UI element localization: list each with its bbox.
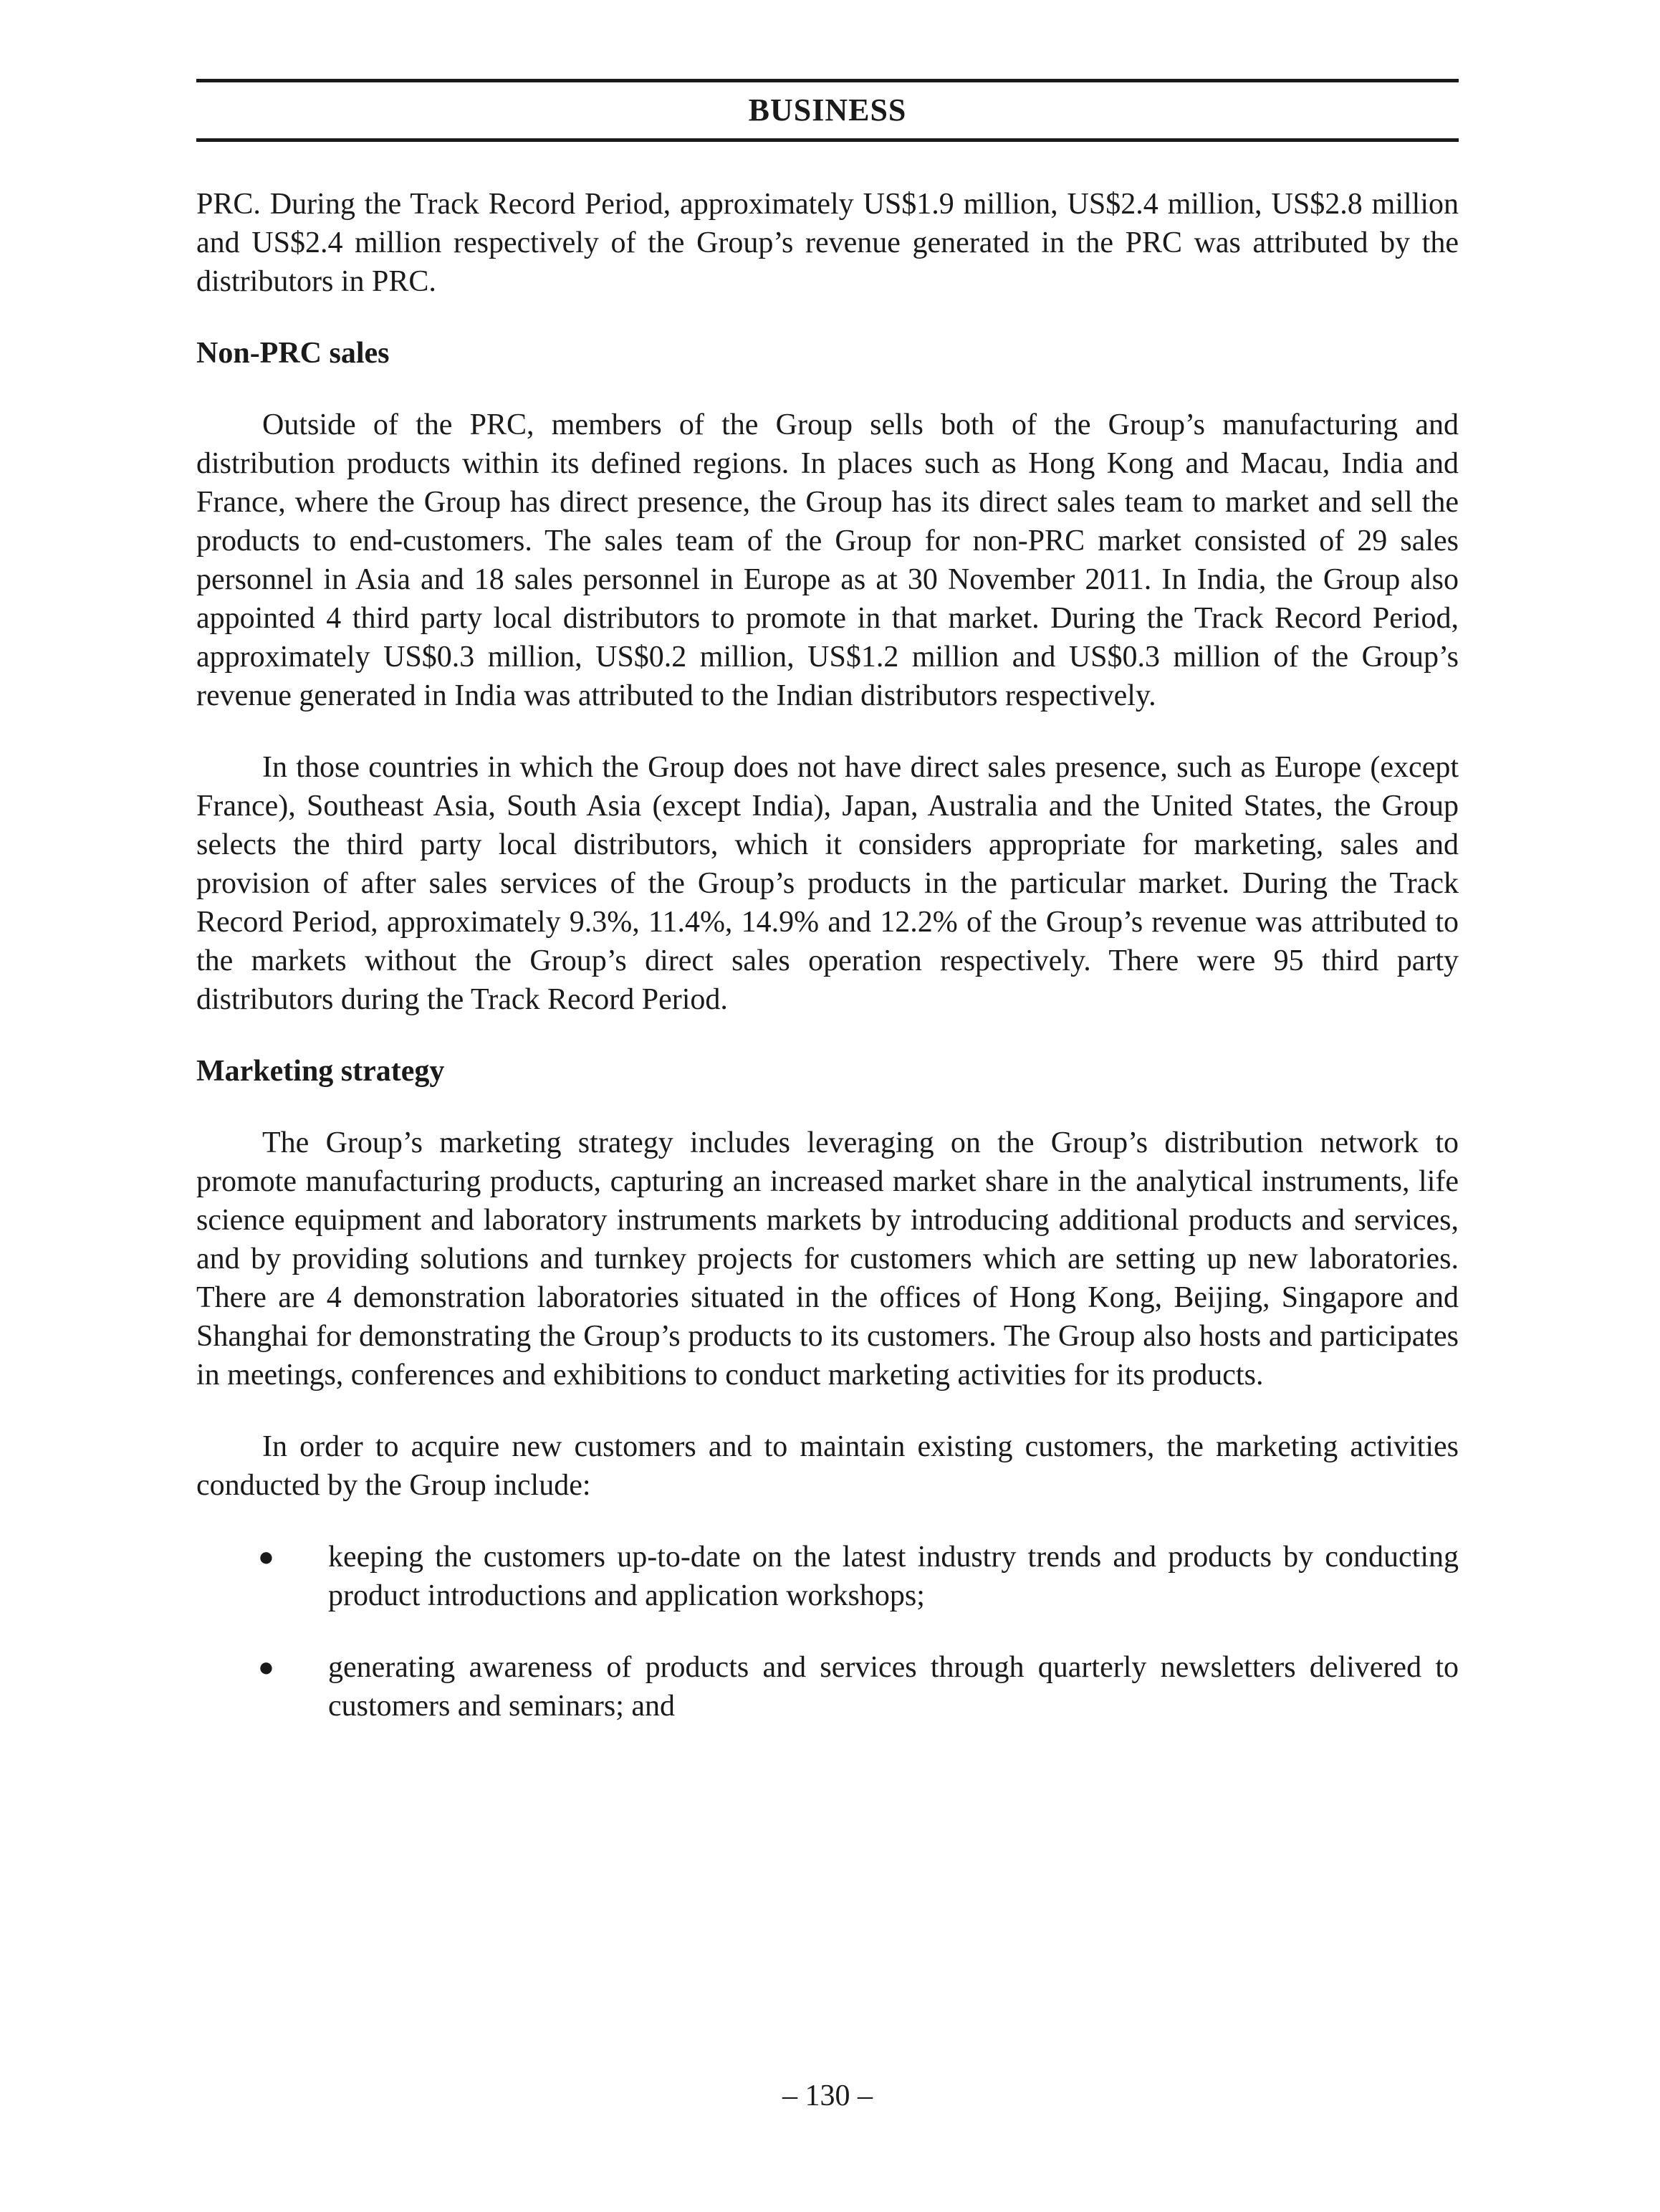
- non-prc-paragraph-2: In those countries in which the Group does not have direct sales presence, such as Europe (except France), Southeast Asia, South Asia (except India), Japan, Australia and the United States, the Group selects the third party local distributors, which it considers appropriate for marketing, sales and provision of after sales services of the Group’s products in the particular market. During the Track Record Period, approximately 9.3%, 11.4%, 14.9% and 12.2% of the Group’s revenue was attributed to the markets without the Group’s direct sales operation respectively. There were 95 third party distributors during the Track Record Period.: [196, 751, 1459, 1016]
- spacer: [196, 373, 1459, 406]
- intro-paragraph: PRC. During the Track Record Period, approximately US$1.9 million, US$2.4 million, US$2.8 million and US$2.4 million respectively of the Group’s revenue generated in the PRC was attributed by the distributors in PRC.: [196, 188, 1459, 298]
- non-prc-paragraph-1: Outside of the PRC, members of the Group sells both of the Group’s manufacturing and distribution products within its defined regions. In places such as Hong Kong and Macau, India and France, where the Group has direct presence, the Group has its direct sales team to market and sell the products to end-customers. The sales team of the Group for non-PRC market consisted of 29 sales personnel in Asia and 18 sales personnel in Europe as at 30 November 2011. In India, the Group also appointed 4 third party local distributors to promote in that market. During the Track Record Period, approximately US$0.3 million, US$0.2 million, US$1.2 million and US$0.3 million of the Group’s revenue generated in India was attributed to the Indian distributors respectively.: [196, 408, 1459, 712]
- page-header-title: BUSINESS: [748, 92, 907, 128]
- list-item: [196, 1648, 1459, 1725]
- header-top-rule: [196, 79, 1459, 82]
- list-item-text: generating awareness of products and services through quarterly newsletters delivered to customers and seminars; and: [328, 1651, 1459, 1723]
- header-bottom-rule: [196, 138, 1459, 142]
- spacer: [196, 1505, 1459, 1538]
- list-item-text: keeping the customers up-to-date on the latest industry trends and products by conducting product introductions and application workshops;: [328, 1541, 1459, 1612]
- page-content: [196, 185, 1459, 1725]
- spacer: [196, 715, 1459, 748]
- spacer: [196, 1394, 1459, 1427]
- list-item: [196, 1538, 1459, 1615]
- spacer: [196, 1019, 1459, 1052]
- marketing-paragraph-1: The Group’s marketing strategy includes leveraging on the Group’s distribution network to promote manufacturing products, capturing an increased market share in the analytical instruments, life science equipment and laboratory instruments markets by introducing additional products and services, and by providing solutions and turnkey projects for customers which are setting up new laboratories. There are 4 demonstration laboratories situated in the offices of Hong Kong, Beijing, Singapore and Shanghai for demonstrating the Group’s products to its customers. The Group also hosts and participates in meetings, conferences and exhibitions to conduct marketing activities for its products.: [196, 1126, 1459, 1392]
- marketing-activities-list: [196, 1538, 1459, 1725]
- page-number: – 130 –: [782, 2079, 873, 2112]
- bullet-icon: ●: [258, 1542, 274, 1572]
- section-heading-marketing-strategy: Marketing strategy: [196, 1055, 445, 1088]
- section-heading-non-prc-sales: Non-PRC sales: [196, 337, 390, 370]
- spacer: [196, 1091, 1459, 1124]
- spacer: [196, 301, 1459, 334]
- bullet-icon: ●: [258, 1652, 274, 1682]
- marketing-paragraph-2: In order to acquire new customers and to maintain existing customers, the marketing activities conducted by the Group include:: [196, 1430, 1459, 1502]
